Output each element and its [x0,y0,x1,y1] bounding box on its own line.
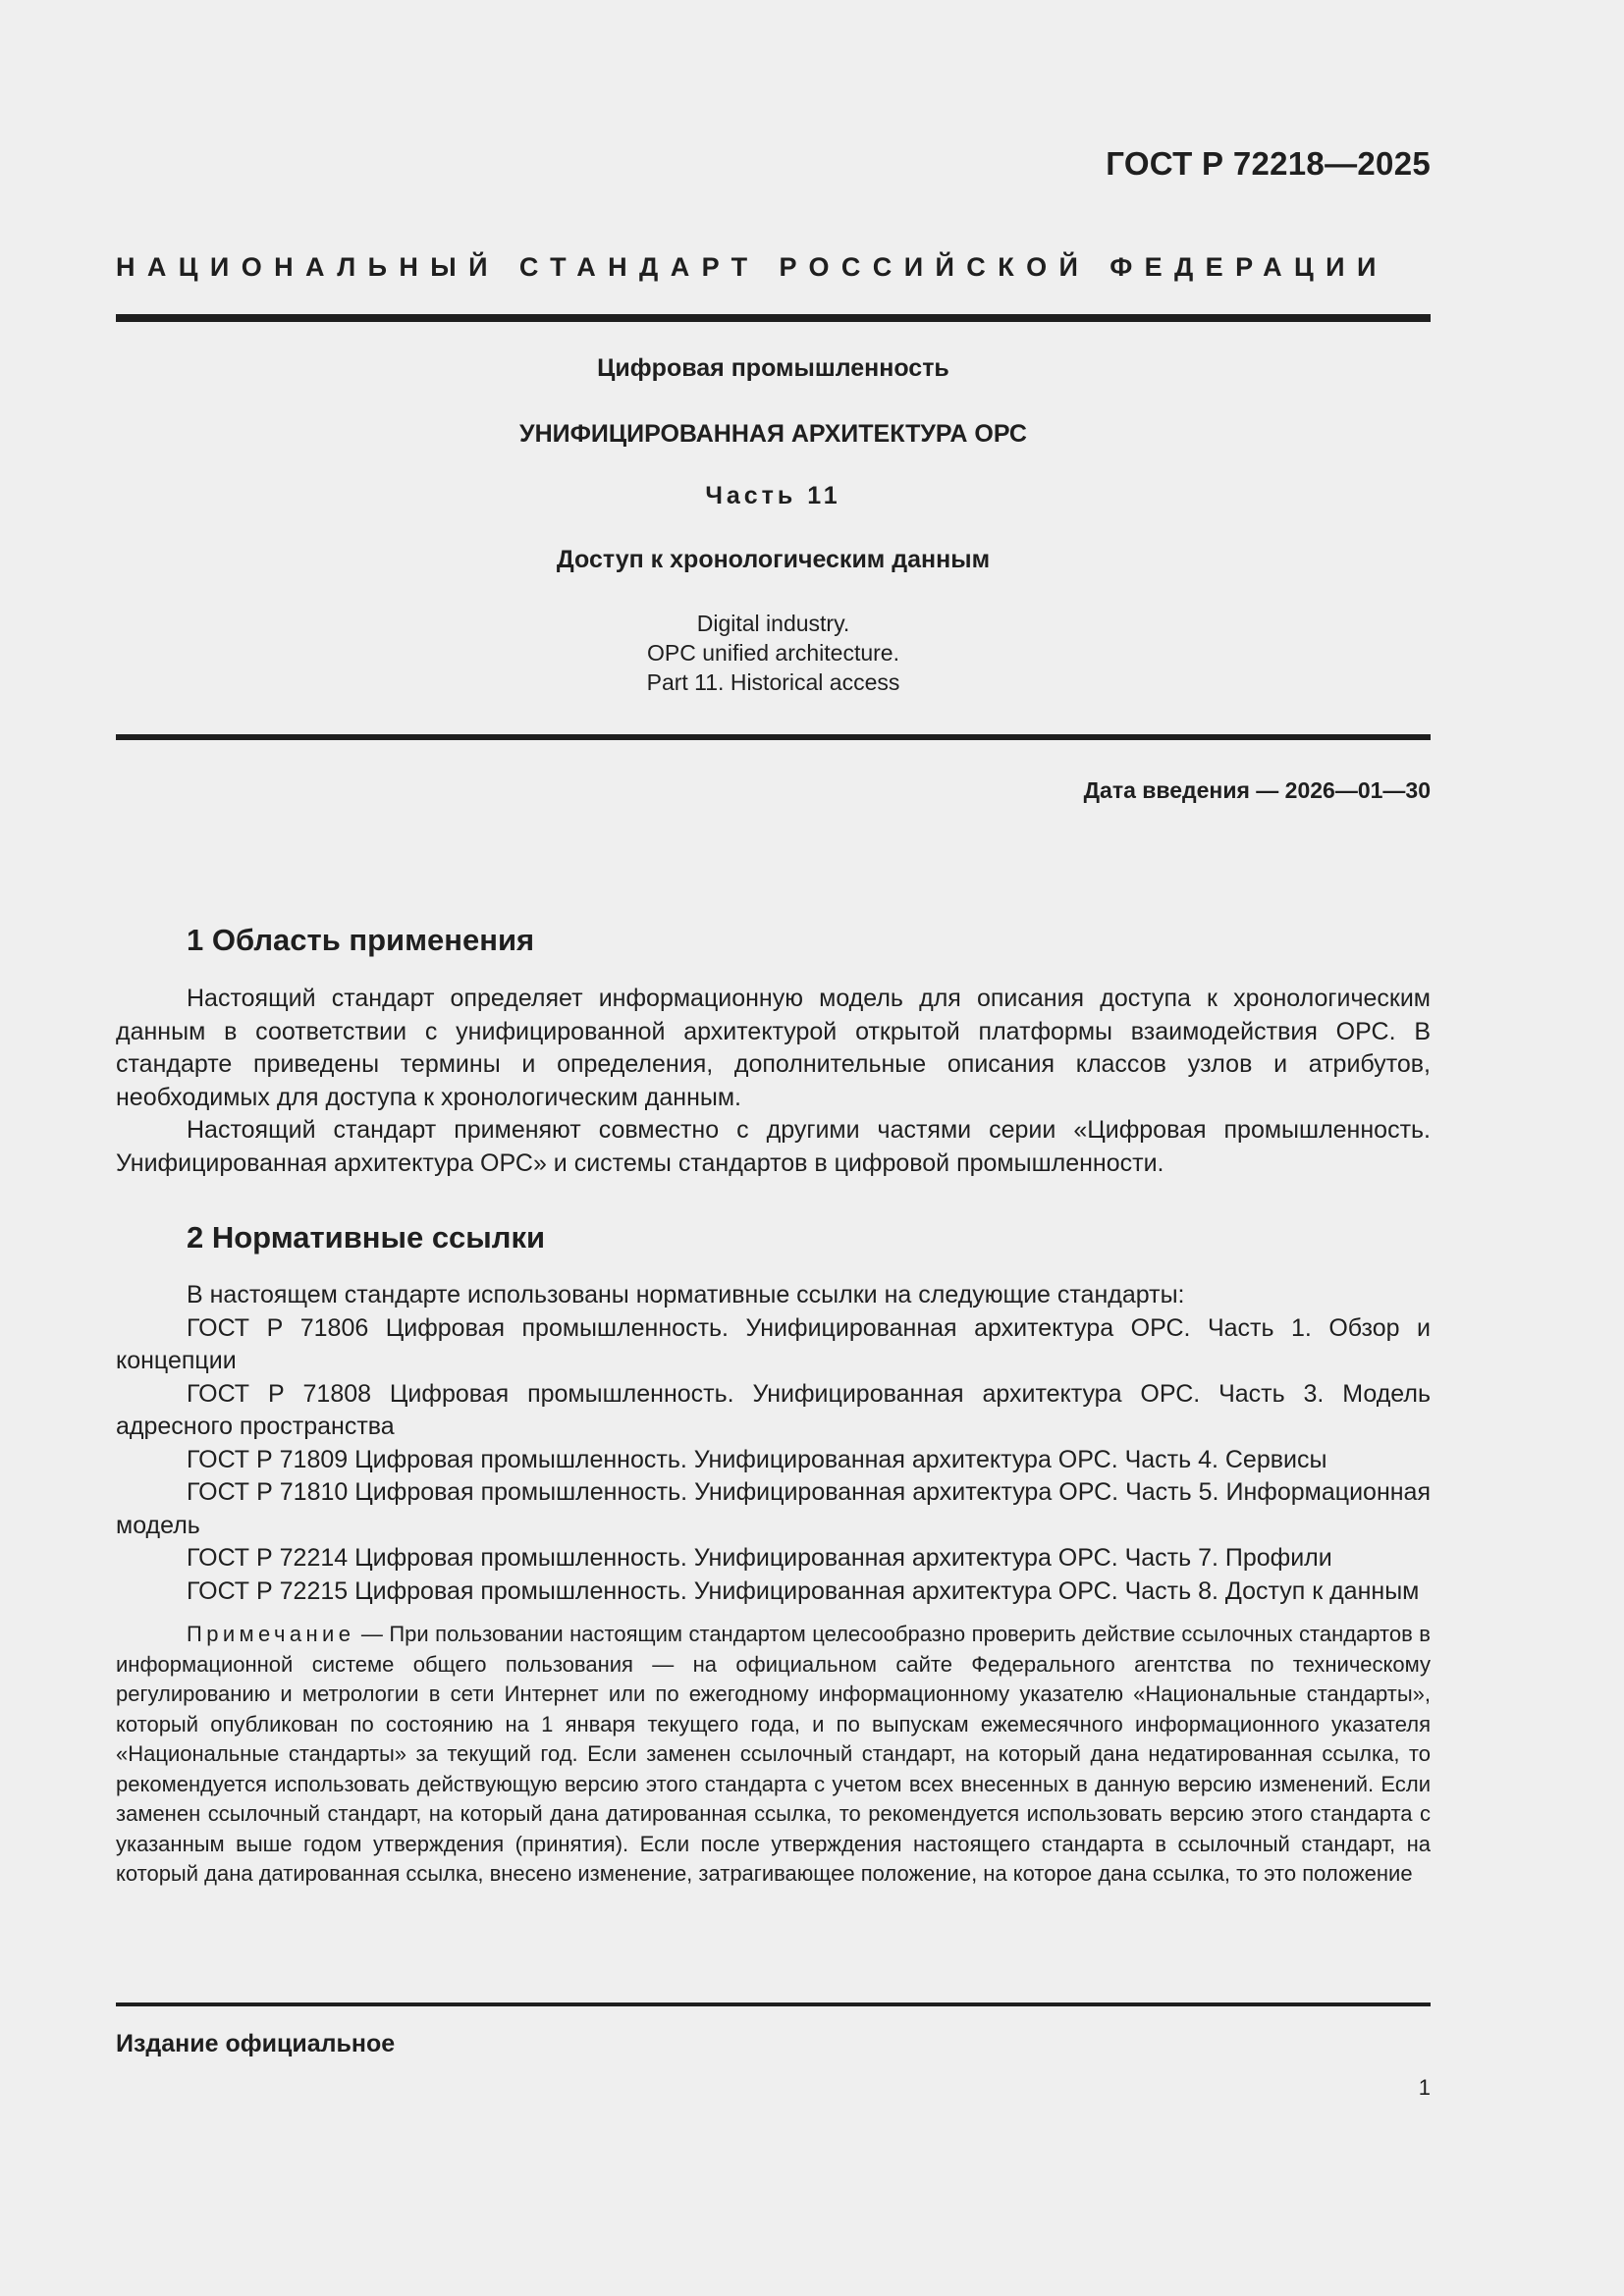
footer-divider [116,2002,1431,2006]
document-number: ГОСТ Р 72218—2025 [1106,145,1431,182]
title-english [116,609,1431,697]
reference-item: ГОСТ Р 72215 Цифровая промышленность. Унифицированная архитектура ОРС. Часть 8. Доступ к данным [187,1576,1420,1605]
title-divider [116,734,1431,740]
paragraph: Настоящий стандарт применяют совместно с другими частями серии «Цифровая промышленность. Унифицированная архитектура ОРС» и системы стандартов в цифровой промышленности. [116,1116,1431,1177]
title-english-line: Part 11. Historical access [646,669,900,695]
paragraph: Настоящий стандарт определяет информационную модель для описания доступа к хронологическим данным в соответствии с унифицированной архитектурой открытой платформы взаимодействия ОРС. В стандарте приведены термины и определения, дополнительные описания классов узлов и атрибутов, необходимых для доступа к хронологическим данным. [116,985,1431,1111]
reference-item: ГОСТ Р 71808 Цифровая промышленность. Унифицированная архитектура ОРС. Часть 3. Модель адресного пространства [116,1379,1431,1440]
document-page [116,0,1431,2296]
title-english-line: OPC unified architecture. [647,640,899,666]
top-divider [116,314,1431,322]
note [116,1620,1431,1890]
official-edition: Издание официальное [116,2030,396,2057]
reference-item: ГОСТ Р 71809 Цифровая промышленность. Унифицированная архитектура ОРС. Часть 4. Сервисы [187,1445,1327,1473]
page-number: 1 [1418,2075,1431,2100]
introduction-date: Дата введения — 2026—01—30 [1083,777,1431,803]
note-dash: — [354,1622,390,1646]
title-part: Часть 11 [705,482,841,509]
references-intro: В настоящем стандарте использованы нормативные ссылки на следующие стандарты: [187,1281,1185,1308]
section-normative-references [116,1220,1431,1911]
section-scope [116,923,1431,1180]
title-english-line: Digital industry. [696,611,850,636]
note-label: Примечание [187,1622,355,1646]
reference-item: ГОСТ Р 71810 Цифровая промышленность. Унифицированная архитектура ОРС. Часть 5. Информационная модель [116,1478,1431,1539]
section-title: 1 Область применения [187,923,535,957]
reference-item: ГОСТ Р 71806 Цифровая промышленность. Унифицированная архитектура ОРС. Часть 1. Обзор и концепции [116,1313,1431,1374]
title-subject: Доступ к хронологическим данным [556,546,991,573]
national-standard-heading: НАЦИОНАЛЬНЫЙ СТАНДАРТ РОССИЙСКОЙ ФЕДЕРАЦИИ [116,252,1388,282]
title-industry: Цифровая промышленность [597,354,949,382]
section-title: 2 Нормативные ссылки [187,1220,546,1255]
note-text: При пользовании настоящим стандартом целесообразно проверить действие ссылочных стандартов в информационной системе общего пользования — на официальном сайте Федерального агентства по техническому регулированию и метрологии в сети Интернет или по ежегодному информационному указателю «Национальные стандарты», который опубликован по состоянию на 1 января текущего года, и по выпускам ежемесячного информационного указателя «Национальные стандарты» за текущий год. Если заменен ссылочный стандарт, на который дана недатированная ссылка, то рекомендуется использовать действующую версию этого стандарта с учетом всех внесенных в данную версию изменений. Если заменен ссылочный стандарт, на который дана датированная ссылка, то рекомендуется использовать версию этого стандарта с указанным выше годом утверждения (принятия). Если после утверждения настоящего стандарта в ссылочный стандарт, на который дана датированная ссылка, внесено изменение, затрагивающее положение, на которое дана ссылка, то это положение [116,1622,1431,1886]
title-architecture: УНИФИЦИРОВАННАЯ АРХИТЕКТУРА ОРС [519,420,1027,448]
reference-item: ГОСТ Р 72214 Цифровая промышленность. Унифицированная архитектура ОРС. Часть 7. Профили [187,1544,1332,1572]
